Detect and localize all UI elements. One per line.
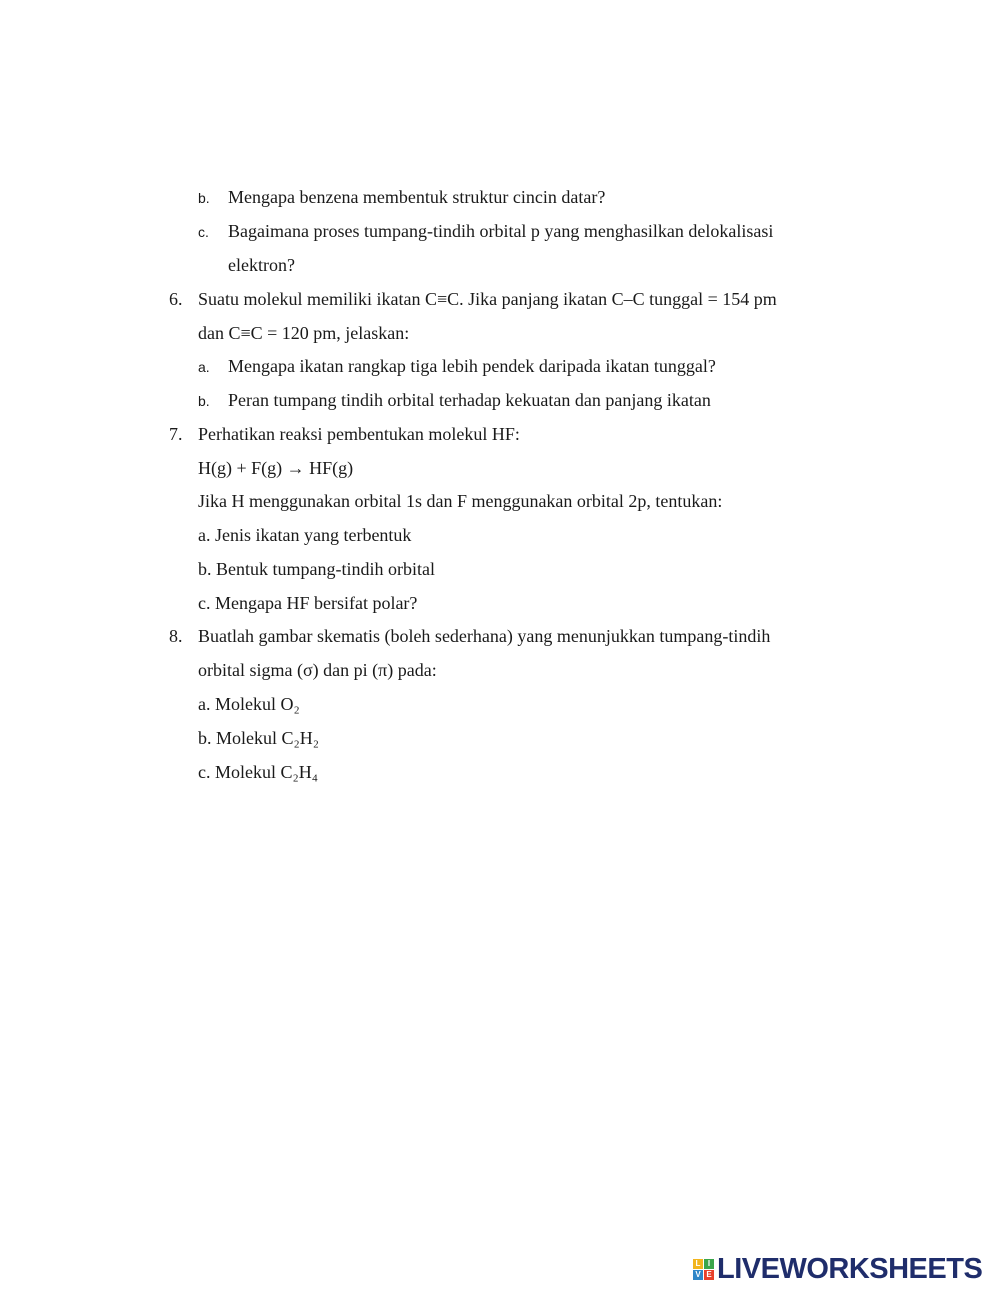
q7-item-a: a. Jenis ikatan yang terbentuk (198, 525, 412, 545)
liveworksheets-logo[interactable] (693, 1254, 982, 1284)
q6-b-text: Peran tumpang tindih orbital terhadap kekuatan dan panjang ikatan (228, 390, 711, 410)
q8-item-c: c. Molekul C₂H₄ (198, 762, 319, 782)
logo-mark-cell: E (704, 1270, 714, 1280)
q5-c-text-line2: elektron? (228, 255, 295, 275)
logo-mark-cell: V (693, 1270, 703, 1280)
q6-a-text: Mengapa ikatan rangkap tiga lebih pendek daripada ikatan tunggal? (228, 356, 716, 376)
q6-text-line1: Suatu molekul memiliki ikatan C≡C. Jika panjang ikatan C–C tunggal = 154 pm (198, 289, 777, 309)
logo-mark-cell: I (704, 1259, 714, 1269)
q5-b-text: Mengapa benzena membentuk struktur cincin datar? (228, 187, 606, 207)
q6-b-letter: b. (198, 393, 210, 409)
q8-item-b: b. Molekul C₂H₂ (198, 728, 320, 748)
q6-text-line2: dan C≡C = 120 pm, jelaskan: (198, 323, 410, 343)
q5-b-letter: b. (198, 190, 210, 206)
q7-item-c: c. Mengapa HF bersifat polar? (198, 593, 418, 613)
q8-text-line2: orbital sigma (σ) dan pi (π) pada: (198, 660, 437, 680)
q6-number: 6. (169, 289, 183, 309)
q5-c-text-line1: Bagaimana proses tumpang-tindih orbital p yang menghasilkan delokalisasi (228, 221, 774, 241)
q6-a-letter: a. (198, 359, 210, 375)
q7-text-line2: Jika H menggunakan orbital 1s dan F menggunakan orbital 2p, tentukan: (198, 491, 723, 511)
q8-item-a: a. Molekul O₂ (198, 694, 300, 714)
liveworksheets-logo-mark-icon (693, 1259, 714, 1280)
q8-text-line1: Buatlah gambar skematis (boleh sederhana) yang menunjukkan tumpang-tindih (198, 626, 771, 646)
liveworksheets-logo-text: LIVEWORKSHEETS (717, 1252, 983, 1285)
q7-item-b: b. Bentuk tumpang-tindih orbital (198, 559, 435, 579)
q7-text-line1: Perhatikan reaksi pembentukan molekul HF: (198, 424, 520, 444)
q7-number: 7. (169, 424, 183, 444)
q5-c-letter: c. (198, 224, 209, 240)
logo-mark-cell: L (693, 1259, 703, 1269)
q7-reaction: H(g) + F(g) → HF(g) (198, 458, 354, 478)
q8-number: 8. (169, 626, 183, 646)
